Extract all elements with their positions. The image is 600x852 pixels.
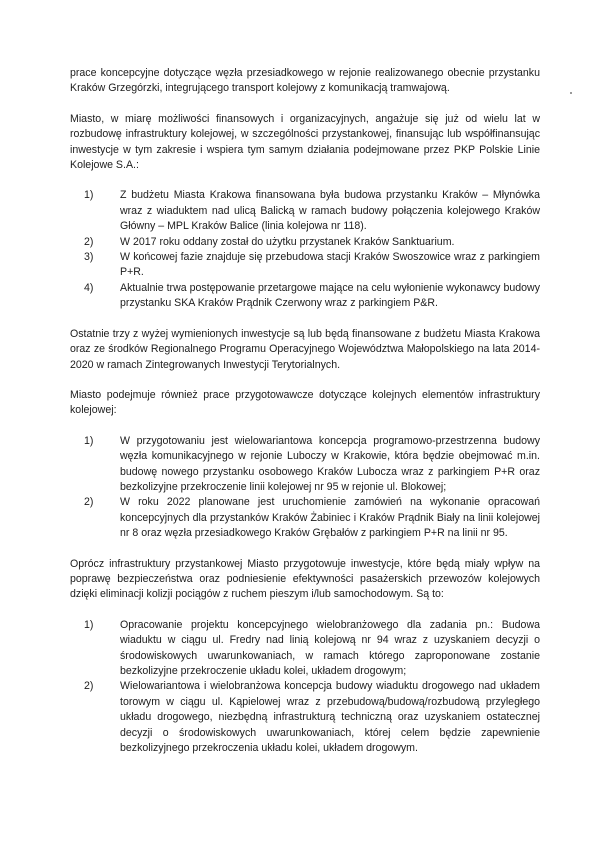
list-item-text: Aktualnie trwa postępowanie przetargowe mające na celu wyłonienie wykonawcy budowy przystanku SKA Kraków Prądnik Czerwony wraz z parkingiem P&R. — [120, 281, 540, 310]
scan-speck — [570, 92, 572, 94]
list-item — [84, 679, 540, 756]
list-number: 1) — [84, 189, 94, 202]
list-item — [84, 495, 540, 541]
list-item — [84, 618, 540, 680]
list-number: 4) — [84, 281, 94, 294]
list-item — [84, 434, 540, 496]
list-completed-investments — [70, 188, 540, 311]
document-page — [70, 66, 540, 771]
list-item-text: W przygotowaniu jest wielowariantowa koncepcja programowo-przestrzenna budowy węzła komunikacyjnego w rejonie Luboczy w Krakowie, która będzie obejmować m.in. budowę nowego przystanku osobowego Kraków Lubocza wraz z parkingiem P+R oraz bezkolizyjne przekroczenie linii kolejowej nr 95 w rejonie ul. Blokowej; — [120, 434, 540, 493]
list-item — [84, 281, 540, 312]
list-number: 2) — [84, 235, 94, 248]
list-preparatory-work — [70, 434, 540, 542]
paragraph-preparatory-work: Miasto podejmuje również prace przygotowawcze dotyczące kolejnych elementów infrastruktury kolejowej: — [70, 388, 540, 417]
list-item-text: W 2017 roku oddany został do użytku przystanek Kraków Sanktuarium. — [120, 235, 455, 248]
list-number: 2) — [84, 680, 94, 693]
list-number: 2) — [84, 496, 94, 509]
list-item-text: W roku 2022 planowane jest uruchomienie zamówień na wykonanie opracowań koncepcyjnych dla przystanków Kraków Żabiniec i Kraków Prądnik Biały na linii kolejowej nr 8 oraz węzła przesiadkowego Kraków Grębałów z parkingiem P+R na linii nr 95. — [120, 496, 540, 540]
paragraph-financing: Ostatnie trzy z wyżej wymienionych inwestycje są lub będą finansowane z budżetu Miasta Krakowa oraz ze środków Regionalnego Programu Operacyjnego Województwa Małopolskiego na lata 2014-2020 w ramach Zintegrowanych Inwestycji Terytorialnych. — [70, 327, 540, 371]
list-item-text: Opracowanie projektu koncepcyjnego wielobranżowego dla zadania pn.: Budowa wiaduktu w ciągu ul. Fredry nad linią kolejową nr 94 wraz z uzyskaniem decyzji o środowiskowych uwarunkowaniach, w ramach którego zaproponowane zostanie bezkolizyjne przekroczenie układu kolei, układem drogowym; — [120, 618, 540, 677]
paragraph-safety-investments: Oprócz infrastruktury przystankowej Miasto przygotowuje inwestycje, które będą miały wpływ na poprawę bezpieczeństwa oraz podniesienie efektywności pasażerskich przewozów kolejowych dzięki eliminacji kolizji pociągów z ruchem pieszym i/lub samochodowym. Są to: — [70, 557, 540, 601]
list-number: 1) — [84, 434, 94, 447]
list-item — [84, 188, 540, 234]
list-item — [84, 250, 540, 281]
list-item-text: Wielowariantowa i wielobranżowa koncepcja budowy wiaduktu drogowego nad układem torowym w ciągu ul. Kąpielowej wraz z przebudową/budową/rozbudową przyległego układu drogowego, niezbędną infrastrukturą techniczną oraz uzyskaniem ostatecznej decyzji o środowiskowych uwarunkowaniach, której celem będzie zapewnienie bezkolizyjnego przekroczenia układu kolei, układem drogowym. — [120, 680, 540, 755]
list-item-text: W końcowej fazie znajduje się przebudowa stacji Kraków Swoszowice wraz z parkingiem P+R. — [120, 251, 540, 279]
list-number: 1) — [84, 618, 94, 631]
list-item — [84, 235, 540, 250]
paragraph-city-engagement: Miasto, w miarę możliwości finansowych i organizacyjnych, angażuje się już od wielu lat w rozbudowę infrastruktury kolejowej, w szczególności przystankowej, finansując lub współfinansując inwestycje w tym zakresie i wspiera tym samym działania podejmowane przez PKP Polskie Linie Kolejowe S.A.: — [70, 112, 540, 172]
list-number: 3) — [84, 251, 94, 264]
paragraph-grzegorzki: prace koncepcyjne dotyczące węzła przesiadkowego w rejonie realizowanego obecnie przystanku Kraków Grzegórzki, integrującego transport kolejowy z komunikacją tramwajową. — [70, 67, 540, 95]
list-safety-investments — [70, 618, 540, 757]
list-item-text: Z budżetu Miasta Krakowa finansowana była budowa przystanku Kraków – Młynówka wraz z wiaduktem nad ulicą Balicką w ramach budowy połączenia kolejowego Kraków Główny – MPL Kraków Balice (linia kolejowa nr 118). — [120, 189, 540, 233]
